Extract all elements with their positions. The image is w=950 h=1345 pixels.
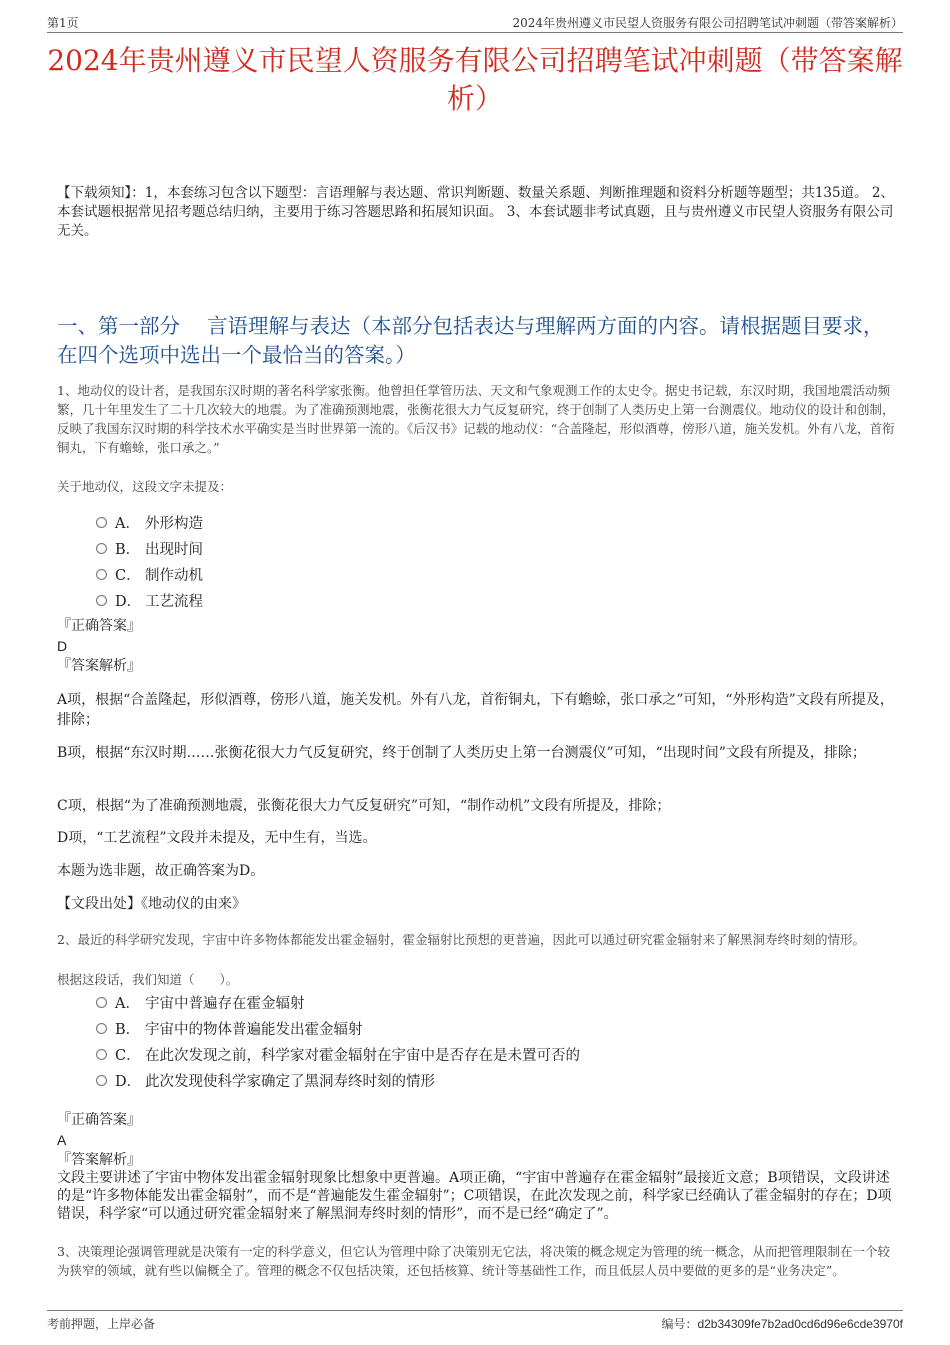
radio-icon[interactable] [96, 1049, 107, 1060]
q2-option-b[interactable]: B． 宇宙中的物体普遍能发出霍金辐射 [96, 1015, 580, 1041]
document-title: 2024年贵州遵义市民望人资服务有限公司招聘笔试冲刺题（带答案解析） [47, 44, 903, 115]
q1-answer-label: 『正确答案』 [57, 618, 141, 634]
radio-icon[interactable] [96, 997, 107, 1008]
radio-icon[interactable] [96, 595, 107, 606]
section-heading: 一、第一部分 言语理解与表达（本部分包括表达与理解两方面的内容。请根据题目要求，在四个选项中选出一个最恰当的答案。） [57, 314, 884, 367]
question-1-options [96, 509, 203, 613]
q2-option-c[interactable]: C． 在此次发现之前，科学家对霍金辐射在宇宙中是否存在是未置可否的 [96, 1041, 580, 1067]
q1-analysis-d: D项，“工艺流程”文段并未提及，无中生有，当选。 [57, 830, 377, 846]
q1-conclusion: 本题为选非题，故正确答案为D。 [57, 863, 265, 879]
radio-icon[interactable] [96, 1023, 107, 1034]
q1-analysis-c: C项，根据“为了准确预测地震，张衡花很大力气反复研究”可知，“制作动机”文段有所提及，排除； [57, 798, 671, 814]
q2-analysis: 文段主要讲述了宇宙中物体发出霍金辐射现象比想象中更普遍。A项正确，“宇宙中普遍存在霍金辐射”最接近文意；B项错误，文段讲述的是“许多物体能发出霍金辐射”，而不是“普遍能发生霍金辐射”；C项错误，在此次发现之前，科学家已经确认了霍金辐射的存在；D项错误，科学家“可以通过研究霍金辐射来了解黑洞寿终时刻的情形”，而不是已经“确定了”。 [57, 1170, 892, 1222]
page-footer [47, 1310, 903, 1332]
q2-option-d[interactable]: D． 此次发现使科学家确定了黑洞寿终时刻的情形 [96, 1067, 580, 1093]
question-1-stem: 1、地动仪的设计者，是我国东汉时期的著名科学家张衡。他曾担任掌管历法、天文和气象观测工作的太史令。据史书记载，东汉时期，我国地震活动频繁，几十年里发生了二十几次较大的地震。为了准确预测地震，张衡花很大力气反复研究，终于创制了人类历史上第一台测震仪。地动仪的设计和创制，反映了我国东汉时期的科学技术水平确实是当时世界第一流的。《后汉书》记载的地动仪：“合盖隆起，形似酒尊，傍形八道，施关发机。外有八龙，首衔铜丸，下有蟾蜍，张口承之。” [57, 383, 895, 455]
q1-option-a[interactable]: A． 外形构造 [96, 509, 203, 535]
page-number: 第1页 [47, 16, 79, 30]
question-2-prompt: 根据这段话，我们知道（ ）。 [57, 972, 239, 987]
q2-option-a[interactable]: A． 宇宙中普遍存在霍金辐射 [96, 989, 580, 1015]
q1-analysis-label: 『答案解析』 [57, 658, 141, 674]
q1-option-b[interactable]: B． 出现时间 [96, 535, 203, 561]
question-2-stem: 2、最近的科学研究发现，宇宙中许多物体都能发出霍金辐射，霍金辐射比预想的更普遍，因此可以通过研究霍金辐射来了解黑洞寿终时刻的情形。 [57, 932, 865, 947]
question-2-options [96, 989, 580, 1093]
radio-icon[interactable] [96, 569, 107, 580]
download-notice: 【下载须知】：1，本套练习包含以下题型：言语理解与表达题、常识判断题、数量关系题、判断推理题和资料分析题等题型；共135道。 2、本套试题根据常见招考题总结归纳，主要用于练习答题思路和拓展知识面。 3、本套试题非考试真题，且与贵州遵义市民望人资服务有限公司无关。 [57, 185, 894, 239]
radio-icon[interactable] [96, 517, 107, 528]
q2-analysis-label: 『答案解析』 [57, 1152, 141, 1168]
header-doc-title: 2024年贵州遵义市民望人资服务有限公司招聘笔试冲刺题（带答案解析） [512, 16, 903, 30]
radio-icon[interactable] [96, 1075, 107, 1086]
q2-answer: A [57, 1132, 67, 1148]
footer-slogan: 考前押题，上岸必备 [47, 1317, 156, 1331]
q1-answer: D [57, 638, 68, 654]
question-3-stem: 3、决策理论强调管理就是决策有一定的科学意义，但它认为管理中除了决策别无它法，将决策的概念规定为管理的统一概念，从而把管理限制在一个较为狭窄的领域，就有些以偏概全了。管理的概念不仅包括决策，还包括核算、统计等基础性工作，而且低层人员中要做的更多的是“业务决定”。 [57, 1244, 890, 1278]
footer-code: 编号：d2b34309fe7b2ad0cd6d96e6cde3970f [661, 1317, 903, 1331]
page-header [47, 12, 903, 33]
q1-option-d[interactable]: D． 工艺流程 [96, 587, 203, 613]
question-1-prompt: 关于地动仪，这段文字未提及： [57, 479, 233, 494]
radio-icon[interactable] [96, 543, 107, 554]
q1-analysis-b: B项，根据“东汉时期……张衡花很大力气反复研究，终于创制了人类历史上第一台测震仪”可知，“出现时间”文段有所提及，排除； [57, 745, 866, 761]
q2-answer-label: 『正确答案』 [57, 1112, 141, 1128]
q1-option-c[interactable]: C． 制作动机 [96, 561, 203, 587]
q1-source: 【文段出处】《地动仪的由来》 [57, 896, 246, 912]
q1-analysis-a: A项，根据“合盖隆起，形似酒尊，傍形八道，施关发机。外有八龙，首衔铜丸，下有蟾蜍，张口承之”可知，“外形构造”文段有所提及，排除； [57, 692, 894, 728]
